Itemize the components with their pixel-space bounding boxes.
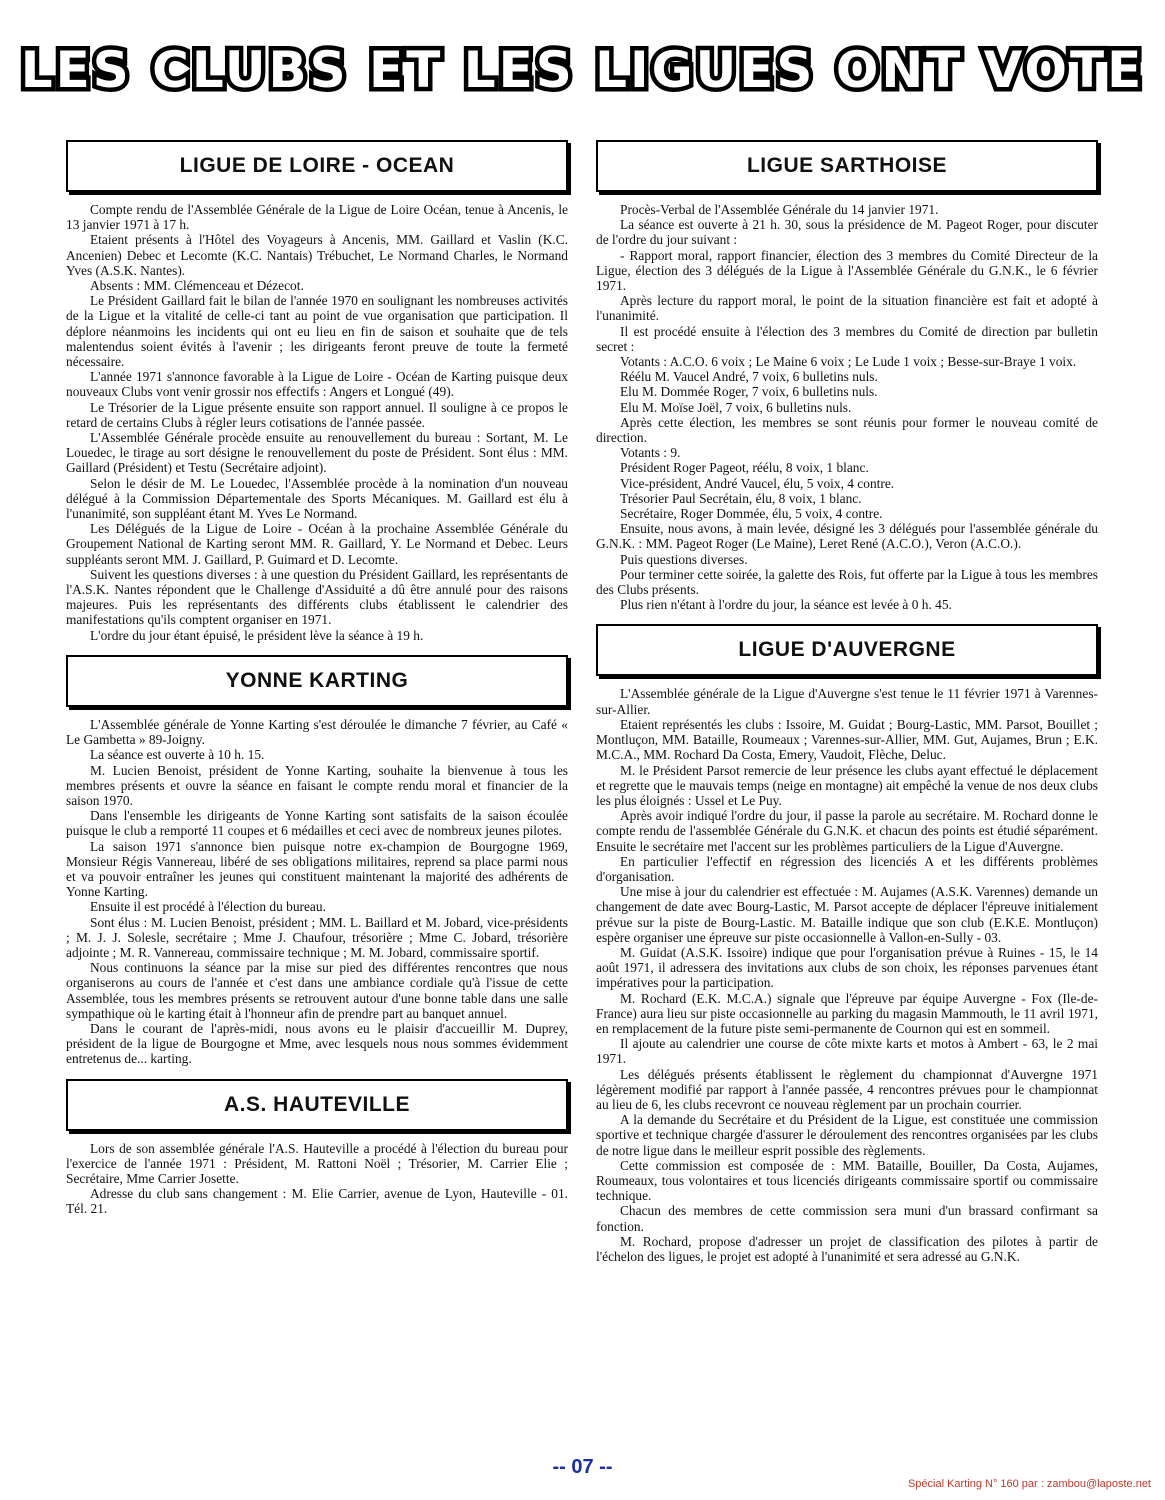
paragraph: Chacun des membres de cette commission sera muni d'un brassard confirmant sa fonction. [596, 1203, 1098, 1234]
paragraph: Après avoir indiqué l'ordre du jour, il passe la parole au secrétaire. M. Rochard donne le compte rendu de l'assemblée Générale du G.N.K. et chacun des points est étudié séparément. Ensuite le secrétaire met l'accent sur les problèmes particuliers de la Ligue d'Auvergne. [596, 808, 1098, 854]
paragraph: Sont élus : M. Lucien Benoist, président ; MM. L. Baillard et M. Jobard, vice-présidents ; M. J. J. Solesle, secrétaire ; Mme J. Chaufour, trésorière ; Mme C. Jobard, trésorière adjointe ; M. R. Vannereau, commissaire technique ; M. M. Jobard, commissaire sportif. [66, 914, 568, 960]
paragraph: Absents : MM. Clémenceau et Dézecot. [90, 278, 304, 294]
paragraph: M. Lucien Benoist, président de Yonne Karting, souhaite la bienvenue à tous les membres présents et ouvre la séance en faisant le compte rendu moral et financier de la saison 1970. [66, 762, 568, 808]
paragraph: L'Assemblée générale de la Ligue d'Auvergne s'est tenue le 11 février 1971 à Varennes-sur-Allier. [596, 686, 1098, 717]
paragraph: Les délégués présents établissent le règlement du championnat d'Auvergne 1971 légèrement modifié par rapport à l'année passée, 4 rencontres prévues pour le championnat au lieu de 6, les clubs recevront ce nouveau règlement par un prochain courrier. [596, 1066, 1098, 1112]
paragraph: Ensuite, nous avons, à main levée, désigné les 3 délégués pour l'assemblée générale du G.N.K. : MM. Pageot Roger (Le Maine), Leret René (A.C.O.), Veron (A.C.O.). [596, 521, 1098, 552]
paragraph: Votants : A.C.O. 6 voix ; Le Maine 6 voix ; Le Lude 1 voix ; Besse-sur-Braye 1 voix. [620, 354, 1077, 370]
paragraph: Cette commission est composée de : MM. Bataille, Bouiller, Da Costa, Aujames, Roumeaux, tous volontaires et tous licenciés dirigeants commissaire sportif ou commissaire technique. [596, 1157, 1098, 1204]
article-ligue-auvergne [596, 686, 1098, 1264]
paragraph: Suivent les questions diverses : à une question du Président Gaillard, les représentants de l'A.S.K. Nantes répondent que le Challenge d'Assiduité a dû être annulé pour des raisons majeures. Puis les représentants des différents clubs établissent le calendrier des manifestations qu'ils comptent organiser en 1971. [66, 566, 568, 628]
paragraph: Procès-Verbal de l'Assemblée Générale du 14 janvier 1971. [620, 202, 939, 217]
paragraph: Le Trésorier de la Ligue présente ensuite son rapport annuel. Il souligne à ce propos le retard de certains Clubs à régler leurs cotisations de l'année passée. [66, 399, 568, 430]
section-title-loire-ocean: LIGUE DE LOIRE - OCEAN [66, 140, 568, 192]
article-loire-ocean [66, 202, 568, 643]
paragraph: Réélu M. Vaucel André, 7 voix, 6 bulletins nuls. [620, 369, 878, 385]
paragraph: Président Roger Pageot, réélu, 8 voix, 1 blanc. [620, 460, 869, 476]
left-column [66, 140, 568, 1217]
paragraph: Trésorier Paul Secrétain, élu, 8 voix, 1 blanc. [620, 490, 862, 506]
paragraph: Il est procédé ensuite à l'élection des 3 membres du Comité de direction par bulletin secret : [596, 323, 1098, 354]
paragraph: La saison 1971 s'annonce bien puisque notre ex-champion de Bourgogne 1969, Monsieur Régis Vannereau, libéré de ses obligations militaires, reprend sa place parmi nous et va pouvoir entraîner les jeunes qui constituent maintenant la majorité des adhérents de Yonne Karting. [66, 838, 568, 900]
paragraph: Votants : 9. [620, 445, 681, 461]
article-ligue-sarthoise [596, 202, 1098, 612]
paragraph: Compte rendu de l'Assemblée Générale de la Ligue de Loire Océan, tenue à Ancenis, le 13 janvier 1971 à 17 h. [66, 202, 568, 233]
section-title-yonne-karting: YONNE KARTING [66, 655, 568, 707]
paragraph: Plus rien n'étant à l'ordre du jour, la séance est levée à 0 h. 45. [620, 597, 952, 613]
paragraph: Lors de son assemblée générale l'A.S. Hauteville a procédé à l'élection du bureau pour l'exercice de l'année 1971 : Président, M. Rattoni Noël ; Trésorier, M. Carrier Elie ; Secrétaire, Mme Carrier Josette. [66, 1140, 568, 1186]
paragraph: Dans l'ensemble les dirigeants de Yonne Karting sont satisfaits de la saison écoulée puisque le club a remporté 11 coupes et 6 médailles et ceci avec de nombreux jeunes pilotes. [66, 808, 568, 839]
paragraph: Etaient présents à l'Hôtel des Voyageurs à Ancenis, MM. Gaillard et Vaslin (K.C. Ancenien) Debec et Lecomte (K.C. Nantais) Trébuchet, Le Normand Charles, le Normand Yves (A.S.K. Nantes). [66, 232, 568, 278]
paragraph: Une mise à jour du calendrier est effectuée : M. Aujames (A.S.K. Varennes) demande un changement de date avec Bourg-Lastic, M. Parsot accepte de déplacer l'épreuve initialement prévue sur la piste de Bourg-Lastic. M. Bataille indique que son club (E.K.E. Montluçon) espère organiser une épreuve sur piste occasionnelle à Vallon-en-Sully - 03. [596, 884, 1098, 945]
paragraph: Après lecture du rapport moral, le point de la situation financière est fait et adopté à l'unanimité. [596, 293, 1098, 324]
page-headline: LES CLUBS ET LES LIGUES ONT VOTE [20, 41, 1145, 99]
paragraph: - Rapport moral, rapport financier, élection des 3 membres du Comité Directeur de la Ligue, élection des 3 délégués de la Ligue à l'Assemblée Générale du G.N.K., le 6 février 1971. [596, 247, 1098, 294]
paragraph: M. Guidat (A.S.K. Issoire) indique que pour l'organisation prévue à Ruines - 15, le 14 août 1971, il adressera des invitations aux clubs de son choix, les réponses parvenues étant impératives pour la participation. [596, 944, 1098, 991]
paragraph: M. Rochard (E.K. M.C.A.) signale que l'épreuve par équipe Auvergne - Fox (Ile-de-France) aura lieu sur piste occasionnelle au parking du magasin Mammouth, le 11 avril 1971, en remplacement de la future piste semi-permanente de Cournon qui est en sommeil. [596, 990, 1098, 1036]
paragraph: Elu M. Dommée Roger, 7 voix, 6 bulletins nuls. [620, 384, 878, 400]
paragraph: Adresse du club sans changement : M. Elie Carrier, avenue de Lyon, Hauteville - 01. Tél. 21. [66, 1186, 568, 1217]
paragraph: M. Rochard, propose d'adresser un projet de classification des pilotes à partir de l'échelon des ligues, le projet est adopté à l'unanimité et sera adressé au G.N.K. [596, 1233, 1098, 1264]
paragraph: L'Assemblée Générale procède ensuite au renouvellement du bureau : Sortant, M. Le Louedec, le tirage au sort désigne le renouvellement du poste de Président. Sont élus : MM. Gaillard (Président) et Testu (Secrétaire adjoint). [66, 430, 568, 476]
article-yonne-karting [66, 717, 568, 1067]
paragraph: Secrétaire, Roger Dommée, élu, 5 voix, 4 contre. [620, 506, 883, 522]
paragraph: Pour terminer cette soirée, la galette des Rois, fut offerte par la Ligue à tous les membres des Clubs présents. [596, 566, 1098, 598]
page-number: -- 07 -- [552, 1456, 613, 1478]
article-as-hauteville [66, 1141, 568, 1217]
section-title-as-hauteville: A.S. HAUTEVILLE [66, 1079, 568, 1131]
paragraph: A la demande du Secrétaire et du Président de la Ligue, est constituée une commission sportive et technique chargée d'assurer le déroulement des rencontres organisées par les clubs de notre ligue dans le meilleur esprit possible des règlements. [596, 1112, 1098, 1158]
paragraph: Les Délégués de la Ligue de Loire - Océan à la prochaine Assemblée Générale du Groupement National de Karting seront MM. R. Gaillard, Y. Le Normand et Debec. Leurs suppléants seront MM. J. Gaillard, P. Guimard et D. Lecomte. [66, 521, 568, 567]
paragraph: Ensuite il est procédé à l'élection du bureau. [90, 899, 326, 915]
paragraph: L'année 1971 s'annonce favorable à la Ligue de Loire - Océan de Karting puisque deux nouveaux Clubs vont venir grossir nos effectifs : Angers et Longué (49). [66, 369, 568, 400]
section-title-ligue-auvergne: LIGUE D'AUVERGNE [596, 624, 1098, 676]
paragraph: Elu M. Moïse Joël, 7 voix, 6 bulletins nuls. [620, 399, 852, 415]
paragraph: L'Assemblée générale de Yonne Karting s'est déroulée le dimanche 7 février, au Café « Le Gambetta » 89-Joigny. [66, 716, 568, 748]
paragraph: L'ordre du jour étant épuisé, le président lève la séance à 19 h. [90, 627, 424, 643]
footer-credit: Spécial Karting N° 160 par : zambou@laposte.net [907, 1478, 1151, 1490]
paragraph: Puis questions diverses. [620, 551, 748, 567]
right-column [596, 140, 1098, 1264]
section-title-ligue-sarthoise: LIGUE SARTHOISE [596, 140, 1098, 192]
paragraph: Selon le désir de M. Le Louedec, l'Assemblée procède à la nomination d'un nouveau délégué à la Commission Départementale des Sports Mécaniques. M. Gaillard est élu à l'unanimité, son suppléant étant M. Yves Le Normand. [66, 475, 568, 522]
paragraph: Nous continuons la séance par la mise sur pied des différentes rencontres que nous organiserons au cours de l'année et c'est dans une ambiance cordiale qu'à l'issue de cette Assemblée, tous les membres présents se retrouvent autour d'une bonne table dans une salle sympathique où le karting était à l'honneur afin de prendre part au banquet annuel. [66, 960, 568, 1021]
paragraph: Dans le courant de l'après-midi, nous avons eu le plaisir d'accueillir M. Duprey, président de la ligue de Bourgogne et Mme, avec lesquels nous nous sommes évidemment entretenus de... karting. [66, 1020, 568, 1067]
paragraph: En particulier l'effectif en régression des licenciés A et les différents problèmes d'organisation. [596, 853, 1098, 884]
paragraph: Il ajoute au calendrier une course de côte mixte karts et motos à Ambert - 63, le 2 mai 1971. [596, 1036, 1098, 1067]
paragraph: Le Président Gaillard fait le bilan de l'année 1970 en soulignant les nombreuses activités de la Ligue et la vitalité de celle-ci tant au point de vue organisation que participation. Il déplore néanmoins les incidents qui ont eu lieu en fin de saison et souhaite que de tels malentendus soient évités à l'avenir ; les dirigeants feront preuve de toute la fermeté nécessaire. [66, 293, 568, 370]
paragraph: Etaient représentés les clubs : Issoire, M. Guidat ; Bourg-Lastic, MM. Parsot, Bouillet ; Montluçon, MM. Bataille, Roumeaux ; Varennes-sur-Allier, MM. Gut, Aujames, Brun ; E.K. M.C.A., MM. Rochard Da Costa, Emery, Vaudoit, Flèche, Deluc. [596, 716, 1098, 763]
paragraph: Après cette élection, les membres se sont réunis pour former le nouveau comité de direction. [596, 414, 1098, 446]
paragraph: M. le Président Parsot remercie de leur présence les clubs ayant effectué le déplacement et regrette que le mauvais temps (neige en montagne) ait empêché la venue de nos deux clubs les plus éloignés : Ussel et Le Puy. [596, 762, 1098, 808]
paragraph: Vice-président, André Vaucel, élu, 5 voix, 4 contre. [620, 475, 895, 491]
paragraph: La séance est ouverte à 21 h. 30, sous la présidence de M. Pageot Roger, pour discuter de l'ordre du jour suivant : [596, 217, 1098, 248]
paragraph: La séance est ouverte à 10 h. 15. [90, 747, 265, 763]
